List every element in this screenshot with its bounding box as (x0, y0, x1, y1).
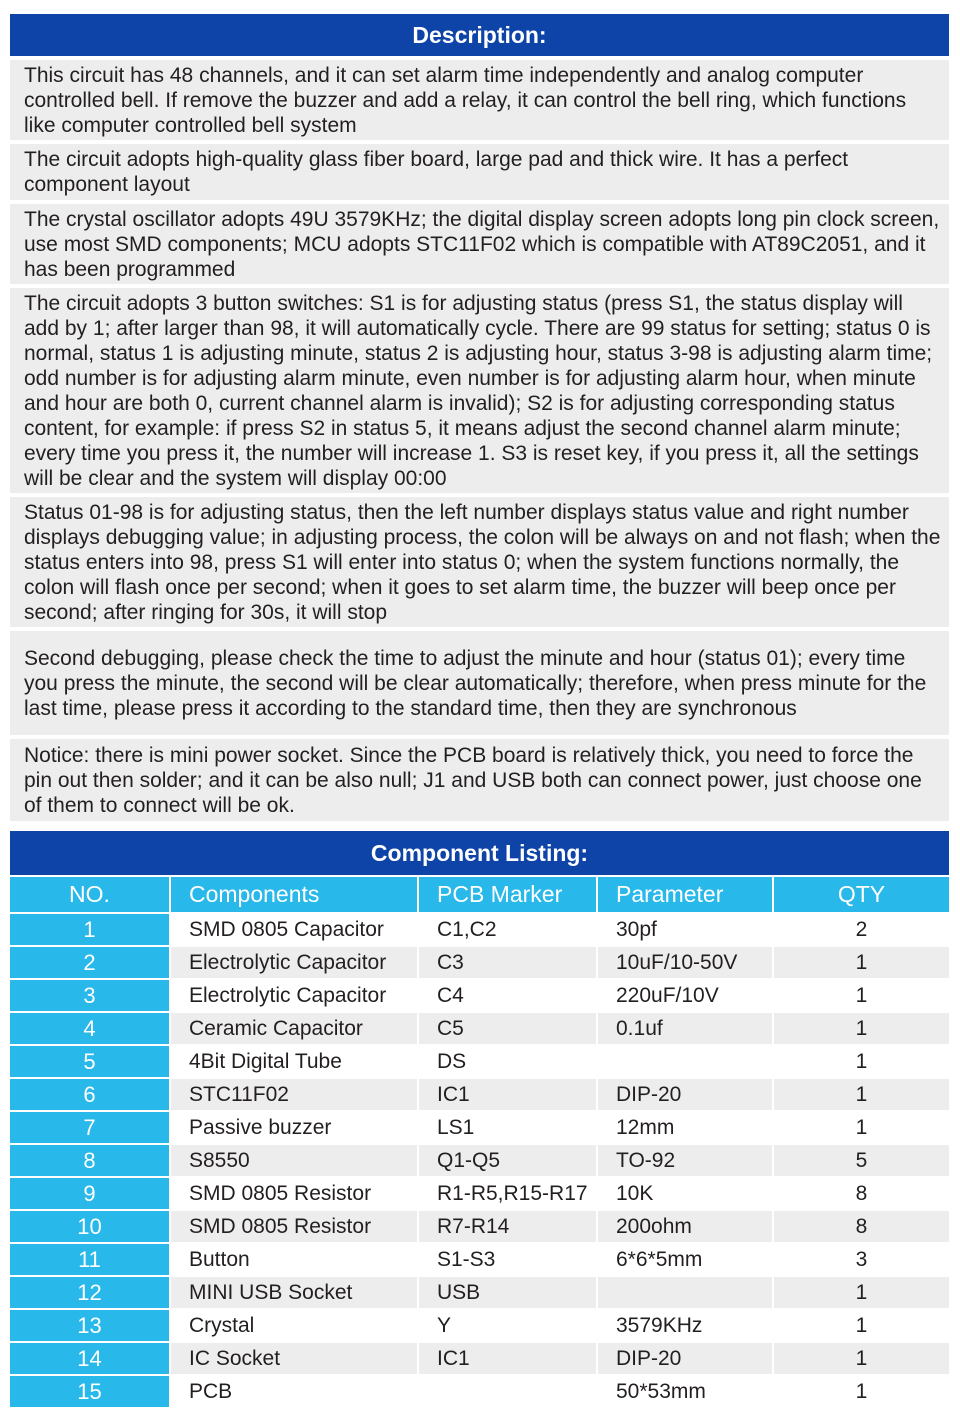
cell-qty: 1 (774, 1044, 949, 1077)
cell-parameter: 10K (598, 1176, 774, 1209)
description-paragraph: The circuit adopts 3 button switches: S1 is for adjusting status (press S1, the status display will add by 1; after larger than 98, it will automatically cycle. There are 99 status for setting; status 0 is normal, status 1 is adjusting minute, status 2 is adjusting hour, status 3-98 is adjusting alarm time; odd number is for adjusting alarm minute, even number is for adjusting alarm hour, when minute and hour are both 0, current channel alarm is invalid); S2 is for adjusting corresponding status content, for example: if press S2 in status 5, it means adjust the second channel alarm minute; every time you press it, the number will increase 1. S3 is reset key, if you press it, all the settings will be clear and the system will display 00:00 (10, 288, 949, 493)
cell-component: Crystal (171, 1308, 419, 1341)
cell-qty: 1 (774, 945, 949, 978)
table-row (10, 1176, 949, 1209)
cell-component: STC11F02 (171, 1077, 419, 1110)
table-row (10, 1209, 949, 1242)
cell-parameter: 12mm (598, 1110, 774, 1143)
cell-no: 3 (10, 978, 171, 1011)
cell-parameter: 220uF/10V (598, 978, 774, 1011)
cell-qty: 3 (774, 1242, 949, 1275)
cell-parameter: TO-92 (598, 1143, 774, 1176)
cell-no: 8 (10, 1143, 171, 1176)
table-row (10, 1275, 949, 1308)
cell-pcb-marker: Q1-Q5 (419, 1143, 598, 1176)
description-paragraph: Notice: there is mini power socket. Since the PCB board is relatively thick, you need to force the pin out then solder; and it can be also null; J1 and USB both can connect power, just choose one of them to connect will be ok. (10, 739, 949, 821)
cell-component: S8550 (171, 1143, 419, 1176)
table-row (10, 1341, 949, 1374)
cell-component: Electrolytic Capacitor (171, 945, 419, 978)
cell-pcb-marker: R1-R5,R15-R17 (419, 1176, 598, 1209)
cell-qty: 8 (774, 1209, 949, 1242)
cell-qty: 1 (774, 1341, 949, 1374)
table-row (10, 1374, 949, 1407)
cell-no: 11 (10, 1242, 171, 1275)
description-paragraph: This circuit has 48 channels, and it can set alarm time independently and analog computer controlled bell. If remove the buzzer and add a relay, it can control the bell ring, which functions like computer controlled bell system (10, 60, 949, 140)
cell-parameter: 200ohm (598, 1209, 774, 1242)
header-pcb-marker: PCB Marker (419, 877, 598, 912)
cell-component: MINI USB Socket (171, 1275, 419, 1308)
cell-no: 12 (10, 1275, 171, 1308)
cell-no: 9 (10, 1176, 171, 1209)
cell-no: 6 (10, 1077, 171, 1110)
description-title: Description: (10, 14, 949, 56)
cell-pcb-marker: C3 (419, 945, 598, 978)
header-parameter: Parameter (598, 877, 774, 912)
cell-no: 15 (10, 1374, 171, 1407)
cell-pcb-marker: IC1 (419, 1077, 598, 1110)
header-qty: QTY (774, 877, 949, 912)
cell-no: 14 (10, 1341, 171, 1374)
table-row (10, 1044, 949, 1077)
cell-qty: 1 (774, 1308, 949, 1341)
table-row (10, 1308, 949, 1341)
cell-pcb-marker: C5 (419, 1011, 598, 1044)
cell-component: 4Bit Digital Tube (171, 1044, 419, 1077)
cell-parameter: 50*53mm (598, 1374, 774, 1407)
cell-pcb-marker: R7-R14 (419, 1209, 598, 1242)
table-row (10, 1110, 949, 1143)
cell-no: 10 (10, 1209, 171, 1242)
cell-component: SMD 0805 Resistor (171, 1209, 419, 1242)
cell-no: 5 (10, 1044, 171, 1077)
table-header-row (10, 877, 949, 912)
cell-no: 2 (10, 945, 171, 978)
cell-parameter (598, 1044, 774, 1077)
cell-qty: 1 (774, 1374, 949, 1407)
cell-parameter: 3579KHz (598, 1308, 774, 1341)
cell-pcb-marker: USB (419, 1275, 598, 1308)
cell-parameter: 10uF/10-50V (598, 945, 774, 978)
cell-no: 13 (10, 1308, 171, 1341)
cell-parameter: 30pf (598, 912, 774, 945)
cell-parameter: DIP-20 (598, 1341, 774, 1374)
cell-component: Passive buzzer (171, 1110, 419, 1143)
description-paragraph: The circuit adopts high-quality glass fiber board, large pad and thick wire. It has a perfect component layout (10, 144, 949, 200)
table-row (10, 1077, 949, 1110)
cell-component: Button (171, 1242, 419, 1275)
table-row (10, 1011, 949, 1044)
description-paragraph: The crystal oscillator adopts 49U 3579KHz; the digital display screen adopts long pin clock screen, use most SMD components; MCU adopts STC11F02 which is compatible with AT89C2051, and it has been programmed (10, 204, 949, 284)
component-listing-title: Component Listing: (10, 831, 949, 875)
cell-pcb-marker (419, 1374, 598, 1407)
cell-qty: 2 (774, 912, 949, 945)
cell-qty: 8 (774, 1176, 949, 1209)
cell-qty: 1 (774, 1110, 949, 1143)
cell-qty: 1 (774, 1077, 949, 1110)
cell-qty: 1 (774, 978, 949, 1011)
table-row (10, 945, 949, 978)
cell-no: 4 (10, 1011, 171, 1044)
description-paragraph: Second debugging, please check the time to adjust the minute and hour (status 01); every time you press the minute, the second will be clear automatically; therefore, when press minute for the last time, please press it according to the standard time, then they are synchronous (10, 631, 949, 735)
cell-component: Ceramic Capacitor (171, 1011, 419, 1044)
cell-component: Electrolytic Capacitor (171, 978, 419, 1011)
cell-component: IC Socket (171, 1341, 419, 1374)
cell-pcb-marker: IC1 (419, 1341, 598, 1374)
cell-parameter: DIP-20 (598, 1077, 774, 1110)
cell-qty: 1 (774, 1275, 949, 1308)
component-table-body (10, 912, 949, 1407)
cell-pcb-marker: C1,C2 (419, 912, 598, 945)
cell-pcb-marker: Y (419, 1308, 598, 1341)
table-row (10, 978, 949, 1011)
cell-pcb-marker: C4 (419, 978, 598, 1011)
description-paragraph: Status 01-98 is for adjusting status, then the left number displays status value and right number displays debugging value; in adjusting process, the colon will be always on and not flash; when the status enters into 98, press S1 will enter into status 0; when the system functions normally, the colon will flash once per second; when it goes to set alarm time, the buzzer will beep once per second; after ringing for 30s, it will stop (10, 497, 949, 627)
cell-no: 1 (10, 912, 171, 945)
cell-pcb-marker: S1-S3 (419, 1242, 598, 1275)
header-components: Components (171, 877, 419, 912)
table-row (10, 912, 949, 945)
cell-qty: 5 (774, 1143, 949, 1176)
header-no: NO. (10, 877, 171, 912)
table-row (10, 1143, 949, 1176)
component-table (10, 877, 949, 1407)
cell-pcb-marker: DS (419, 1044, 598, 1077)
cell-pcb-marker: LS1 (419, 1110, 598, 1143)
description-list (10, 60, 949, 825)
cell-component: PCB (171, 1374, 419, 1407)
cell-parameter (598, 1275, 774, 1308)
cell-no: 7 (10, 1110, 171, 1143)
cell-component: SMD 0805 Resistor (171, 1176, 419, 1209)
cell-parameter: 6*6*5mm (598, 1242, 774, 1275)
cell-parameter: 0.1uf (598, 1011, 774, 1044)
table-row (10, 1242, 949, 1275)
cell-component: SMD 0805 Capacitor (171, 912, 419, 945)
cell-qty: 1 (774, 1011, 949, 1044)
